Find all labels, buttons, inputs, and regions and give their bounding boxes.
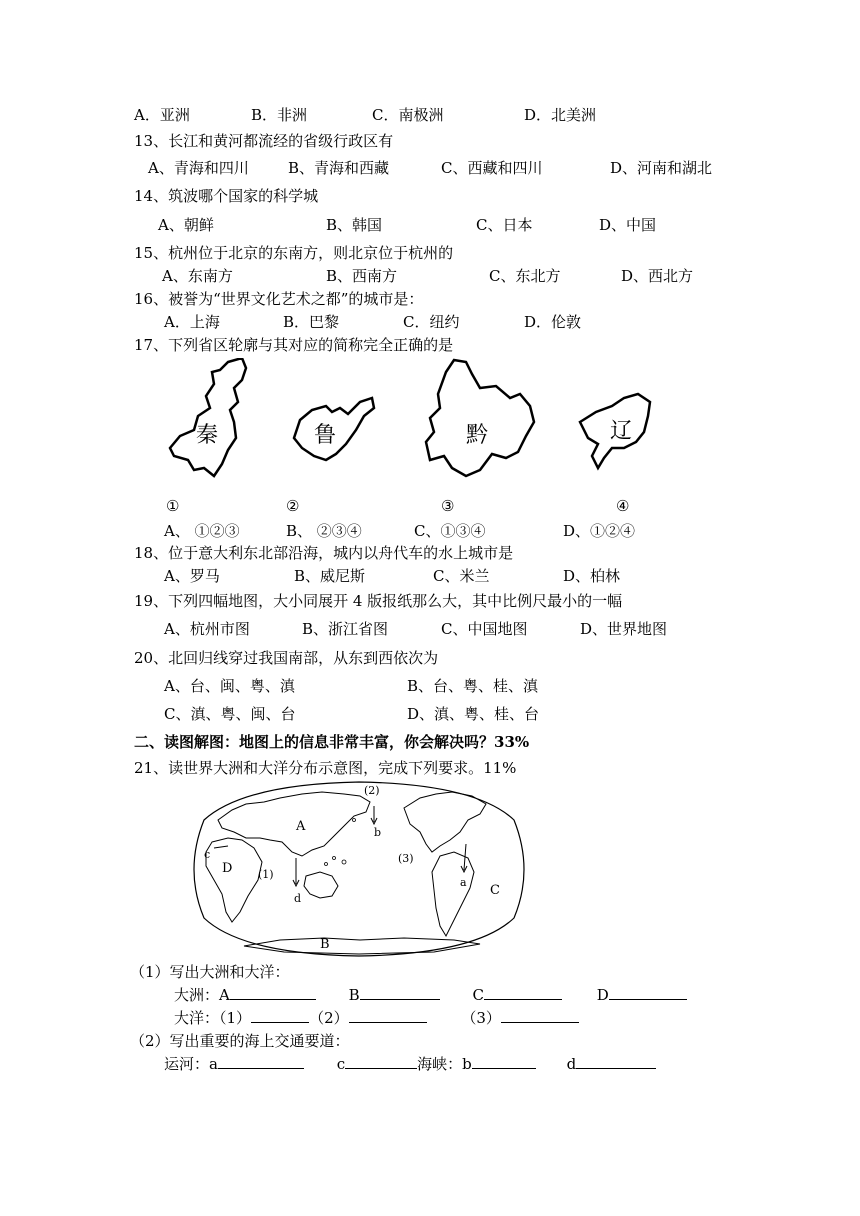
shaanxi-outline [170, 358, 246, 476]
map-label-B: B [320, 937, 330, 952]
ocean-mark-3: （3） [461, 1009, 501, 1027]
q16-option-d: D．伦敦 [524, 313, 582, 331]
eurasia-outline [218, 792, 370, 856]
q16-stem: 16、被誉为“世界文化艺术之都”的城市是： [134, 290, 424, 308]
q12-option-d: D．北美洲 [524, 106, 597, 124]
blank-ocean-3[interactable] [501, 1008, 579, 1023]
blank-strait-d[interactable] [576, 1054, 656, 1069]
q17-option-c: C、①③④ [414, 522, 486, 540]
q16-option-b: B．巴黎 [283, 313, 340, 331]
blank-ocean-2[interactable] [349, 1008, 427, 1023]
blank-continent-c[interactable] [484, 985, 562, 1000]
map-label-d: d [294, 892, 302, 905]
q17-number-1: ① [166, 497, 180, 515]
q16-option-a: A．上海 [164, 313, 220, 331]
map-label-b: b [374, 826, 382, 839]
q21-part1: （1）写出大洲和大洋： [130, 963, 290, 981]
q12-option-b: B．非洲 [251, 106, 308, 124]
q20-option-b: B、台、粤、桂、滇 [407, 677, 539, 695]
q15-option-d: D、西北方 [621, 267, 694, 285]
q18-stem: 18、位于意大利东北部沿海，城内以舟代车的水上城市是 [134, 544, 514, 562]
q15-option-b: B、西南方 [326, 267, 398, 285]
blank-canal-a[interactable] [218, 1054, 304, 1069]
q20-option-c: C、滇、粤、闽、台 [164, 705, 296, 723]
q13-option-d: D、河南和湖北 [610, 159, 713, 177]
q18-option-b: B、威尼斯 [294, 567, 366, 585]
q18-option-c: C、米兰 [433, 567, 490, 585]
island-mark [333, 857, 336, 860]
africa-outline [206, 838, 262, 922]
q17-option-a: A、 ①②③ [164, 522, 240, 540]
world-map-figure [184, 780, 534, 958]
q15-option-a: A、东南方 [162, 267, 233, 285]
q19-option-d: D、世界地图 [580, 620, 668, 638]
blank-letter-b: B [348, 986, 360, 1004]
shape-label-liao: 辽 [610, 419, 633, 444]
strait-label: 海峡： [417, 1055, 463, 1073]
blank-continent-b[interactable] [360, 985, 440, 1000]
map-label-c: c [204, 848, 211, 861]
q21-part2: （2）写出重要的海上交通要道： [130, 1032, 350, 1050]
q13-stem: 13、长江和黄河都流经的省级行政区有 [134, 132, 394, 150]
q15-stem: 15、杭州位于北京的东南方，则北京位于杭州的 [134, 244, 454, 262]
map-label-D: D [222, 861, 233, 876]
canal-letter-c: c [336, 1055, 346, 1073]
ocean-mark-1: （1） [219, 1009, 252, 1027]
section2-heading: 二、读图解图：地图上的信息非常丰富，你会解决吗？33% [134, 733, 530, 751]
oceans-row [174, 1008, 579, 1028]
map-label-ocean-3: (3) [398, 852, 414, 865]
blank-letter-d: D [596, 986, 609, 1004]
q14-option-b: B、韩国 [326, 216, 383, 234]
canal-label: 运河： [164, 1055, 210, 1073]
passages-row [164, 1054, 656, 1074]
q17-number-4: ④ [616, 497, 630, 515]
q18-option-a: A、罗马 [164, 567, 220, 585]
q13-option-c: C、西藏和四川 [441, 159, 543, 177]
q19-option-c: C、中国地图 [441, 620, 528, 638]
north-america-outline [404, 792, 486, 852]
q14-option-c: C、日本 [476, 216, 533, 234]
ocean-mark-2: （2） [309, 1009, 349, 1027]
map-label-C: C [490, 883, 500, 898]
q17-option-d: D、①②④ [563, 522, 636, 540]
shape-label-lu: 鲁 [314, 423, 337, 448]
island-mark [353, 819, 356, 822]
canal-letter-a: a [209, 1055, 218, 1073]
q14-option-d: D、中国 [599, 216, 657, 234]
q14-stem: 14、筑波哪个国家的科学城 [134, 187, 319, 205]
oceans-label: 大洋： [174, 1009, 220, 1027]
map-frame [194, 782, 524, 956]
q20-option-d: D、滇、粤、桂、台 [407, 705, 540, 723]
q14-option-a: A、朝鲜 [158, 216, 214, 234]
q21-stem: 21、读世界大洲和大洋分布示意图，完成下列要求。11% [134, 759, 517, 777]
blank-strait-b[interactable] [472, 1054, 536, 1069]
q17-option-b: B、 ②③④ [286, 522, 362, 540]
q12-option-c: C．南极洲 [372, 106, 444, 124]
province-outlines-figure [150, 358, 670, 488]
q19-option-b: B、浙江省图 [302, 620, 389, 638]
australia-outline [304, 872, 338, 898]
q13-option-a: A、青海和四川 [148, 159, 249, 177]
blank-canal-c[interactable] [345, 1054, 417, 1069]
blank-letter-a: A [219, 986, 230, 1004]
map-label-ocean-1: (1) [258, 868, 274, 881]
island-mark [342, 860, 346, 864]
q17-stem: 17、下列省区轮廓与其对应的简称完全正确的是 [134, 336, 454, 354]
shape-label-qin: 秦 [196, 423, 219, 448]
continents-row [174, 985, 687, 1005]
q19-stem: 19、下列四幅地图，大小同展开 4 版报纸那么大，其中比例尺最小的一幅 [134, 592, 623, 610]
map-label-a: a [460, 876, 467, 889]
strait-letter-b: b [462, 1055, 472, 1073]
q16-option-c: C．纽约 [403, 313, 460, 331]
map-label-ocean-2: (2) [364, 784, 380, 797]
island-mark [325, 863, 328, 866]
q17-number-3: ③ [441, 497, 455, 515]
blank-continent-d[interactable] [609, 985, 687, 1000]
q15-option-c: C、东北方 [489, 267, 561, 285]
arrow-c [214, 846, 228, 848]
q12-option-a: A．亚洲 [134, 106, 190, 124]
q19-option-a: A、杭州市图 [164, 620, 250, 638]
q20-option-a: A、台、闽、粤、滇 [164, 677, 295, 695]
strait-letter-d: d [566, 1055, 577, 1073]
blank-continent-a[interactable] [230, 985, 316, 1000]
blank-ocean-1[interactable] [251, 1008, 309, 1023]
q20-stem: 20、北回归线穿过我国南部，从东到西依次为 [134, 649, 439, 667]
shape-label-qian: 黔 [466, 423, 489, 448]
antarctica-outline [244, 938, 480, 954]
q17-number-2: ② [286, 497, 300, 515]
blank-letter-c: C [472, 986, 484, 1004]
q13-option-b: B、青海和西藏 [288, 159, 390, 177]
south-america-outline [432, 852, 474, 936]
q18-option-d: D、柏林 [563, 567, 621, 585]
map-label-A: A [296, 819, 306, 834]
continents-label: 大洲： [174, 986, 220, 1004]
guizhou-outline [426, 360, 534, 476]
